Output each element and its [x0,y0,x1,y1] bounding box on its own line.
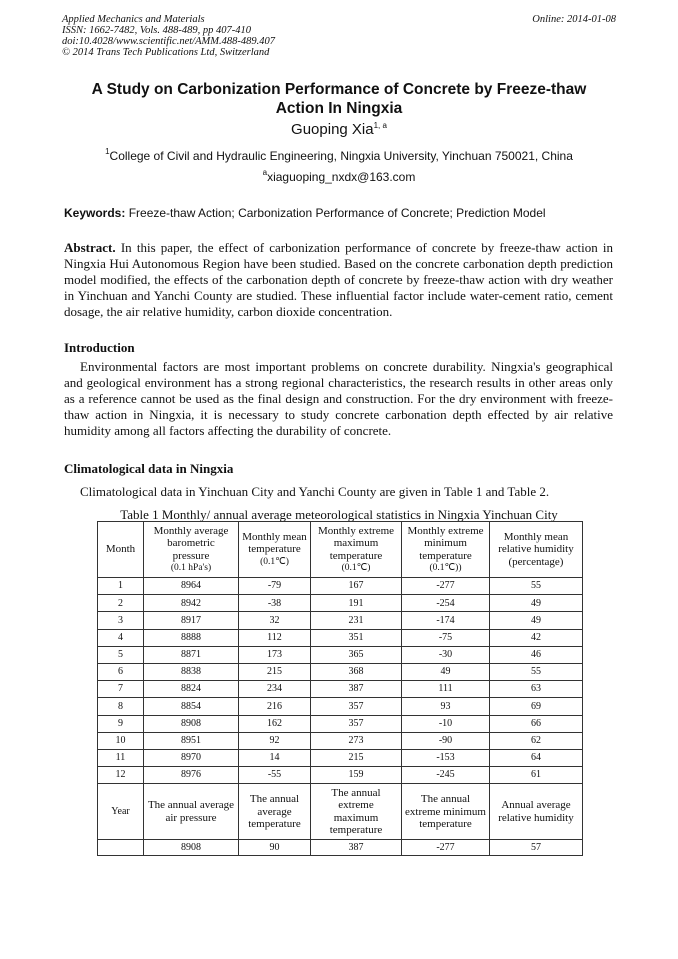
author [62,120,616,139]
author-name: Guoping Xia [291,121,374,138]
table-row: 9 8908 162 357 -10 66 [98,715,583,732]
author-sup: 1, a [373,121,387,130]
abstract-text: In this paper, the effect of carbonization performance of concrete by freeze-thaw action in Ningxia Hui Autonomous Region have been studied. Based on the concrete carbonation depth prediction model modified, the effects of the carbonation depth of concrete by freeze-thaw action with dry weather in Yinchuan and Yanchi County are studied. These influential factor include water-cement ratio, cement dosage, the air relative humidity, carbon dioxide concentration. [64,240,613,319]
table-row: 4 8888 112 351 -75 42 [98,629,583,646]
annual-header-humidity: Annual average relative humidity [490,784,583,840]
title-line-2: Action In Ningxia [275,100,403,117]
table-row: 8 8854 216 357 93 69 [98,698,583,715]
journal-copyright: © 2014 Trans Tech Publications Ltd, Switzerland [62,47,270,58]
table1-header-row [98,522,583,578]
title-line-1: A Study on Carbonization Performance of Concrete by Freeze-thaw [91,81,587,98]
abstract [64,240,613,320]
affiliation-text: College of Civil and Hydraulic Engineering, Ningxia University, Yinchuan 750021, China [109,149,573,163]
journal-header [62,14,616,58]
annual-header-mean-temp: The annual average temperature [239,784,311,840]
email-sup: a [262,168,268,177]
table-row: 6 8838 215 368 49 55 [98,663,583,680]
col-header-humidity: Monthly mean relative humidity (percentage) [490,522,583,578]
table1-caption: Table 1 Monthly/ annual average meteorological statistics in Ningxia Yinchuan City [120,507,558,522]
table-row: 7 8824 234 387 111 63 [98,681,583,698]
abstract-label: Abstract. [64,240,116,255]
affiliation [62,149,616,164]
table-row: 10 8951 92 273 -90 62 [98,732,583,749]
col-header-min-temp: Monthly extreme minimum temperature (0.1℃)) [402,522,490,578]
col-header-mean-temp: Monthly mean temperature (0.1℃) [239,522,311,578]
table-row: 12 8976 -55 159 -245 61 [98,767,583,784]
introduction-heading: Introduction [64,340,135,355]
annual-header-min-temp: The annual extreme minimum temperature [402,784,490,840]
journal-issn: ISSN: 1662-7482, Vols. 488-489, pp 407-410 [62,25,251,36]
table-row: 2 8942 -38 191 -254 49 [98,595,583,612]
annual-header-max-temp: The annual extreme maximum temperature [311,784,402,840]
introduction-text: Environmental factors are most important problems on concrete durability. Ningxia's geographical and geological environment has a strong regional characteristics, the research results in other areas only as a reference cannot be used as the final design and construction. For the dry environment with freeze-thaw action in Ningxia, it is necessary to study concrete carbonation depth effected by air relative humidity among all factors affecting the durability of concrete. [64,359,613,438]
annual-header-year: Year [98,784,144,840]
climate-heading: Climatological data in Ningxia [64,461,234,476]
table1-annual-row: 8908 90 387 -277 57 [98,840,583,856]
annual-header-pressure: The annual average air pressure [144,784,239,840]
table-row: 11 8970 14 215 -153 64 [98,749,583,766]
keywords-text: Freeze-thaw Action; Carbonization Performance of Concrete; Prediction Model [125,206,546,220]
table-row: 5 8871 173 365 -30 46 [98,646,583,663]
table-row: 1 8964 -79 167 -277 55 [98,578,583,595]
table1 [97,521,583,856]
online-date: Online: 2014-01-08 [532,14,616,25]
climate-text: Climatological data in Yinchuan City and Yanchi County are given in Table 1 and Table 2. [80,484,550,499]
keywords [64,206,618,221]
keywords-label: Keywords: [64,206,126,220]
journal-name: Applied Mechanics and Materials [62,14,205,25]
col-header-max-temp: Monthly extreme maximum temperature (0.1℃) [311,522,402,578]
col-header-pressure: Monthly average barometric pressure (0.1 hPa's) [144,522,239,578]
table1-annual-header-row [98,784,583,840]
email-text[interactable]: xiaguoping_nxdx@163.com [267,170,416,184]
journal-doi: doi:10.4028/www.scientific.net/AMM.488-489.407 [62,36,275,47]
affiliation-sup: 1 [105,147,110,156]
table-row: 3 8917 32 231 -174 49 [98,612,583,629]
paper-title [62,80,616,118]
col-header-month: Month [98,522,144,578]
author-email [62,170,616,185]
